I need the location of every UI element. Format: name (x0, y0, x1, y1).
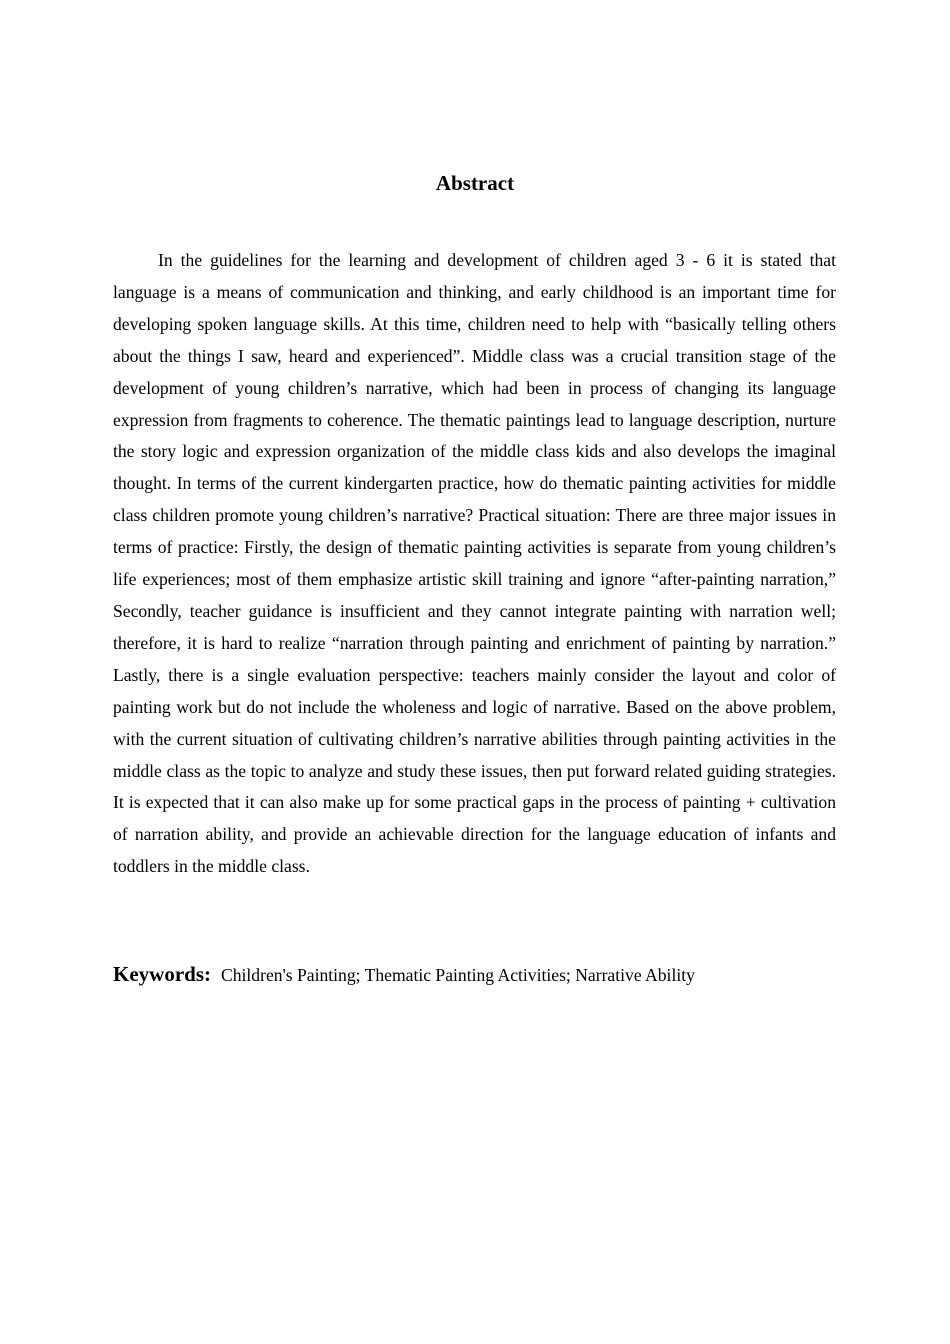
abstract-title: Abstract (435, 171, 515, 195)
keywords-value: Children's Painting; Thematic Painting Activities; Narrative Ability (221, 965, 695, 985)
keywords-line (113, 959, 836, 992)
keywords-label: Keywords: (113, 962, 211, 986)
abstract-body: In the guidelines for the learning and development of children aged 3 - 6 it is stated that language is a means of communication and thinking, and early childhood is an important time for developing spoken language skills. At this time, children need to help with “basically telling others about the things I saw, heard and experienced”. Middle class was a crucial transition stage of the development of young children’s narrative, which had been in process of changing its language expression from fragments to coherence. The thematic paintings lead to language description, nurture the story logic and expression organization of the middle class kids and also develops the imaginal thought. In terms of the current kindergarten practice, how do thematic painting activities for middle class children promote young children’s narrative? Practical situation: There are three major issues in terms of practice: Firstly, the design of thematic painting activities is separate from young children’s life experiences; most of them emphasize artistic skill training and ignore “after-painting narration,” Secondly, teacher guidance is insufficient and they cannot integrate painting with narration well; therefore, it is hard to realize “narration through painting and enrichment of painting by narration.” Lastly, there is a single evaluation perspective: teachers mainly consider the layout and color of painting work but do not include the wholeness and logic of narrative. Based on the above problem, with the current situation of cultivating children’s narrative abilities through painting activities in the middle class as the topic to analyze and study these issues, then put forward related guiding strategies. It is expected that it can also make up for some practical gaps in the process of painting + cultivation of narration ability, and provide an achievable direction for the language education of infants and toddlers in the middle class. (113, 250, 836, 877)
